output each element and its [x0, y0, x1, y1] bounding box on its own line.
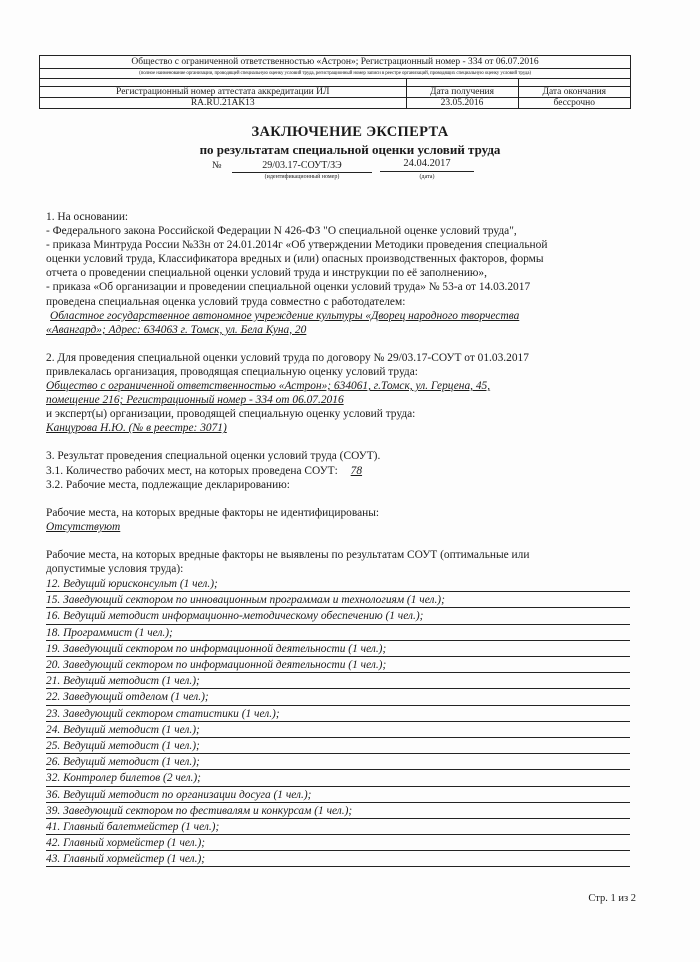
- date-caption: (дата): [419, 174, 435, 180]
- accreditation-table: [40, 79, 630, 108]
- list-item: 21. Ведущий методист (1 чел.);: [46, 673, 630, 689]
- declaration-label: 3.2. Рабочие места, подлежащие декларированию:: [46, 478, 290, 491]
- date-expiry-value: бессрочно: [553, 97, 595, 108]
- organization-name: Общество с ограниченной ответственностью «Астрон»; Регистрационный номер - 334 от 06.07.2016: [40, 56, 630, 69]
- list-item: 22. Заведующий отделом (1 чел.);: [46, 689, 630, 705]
- document-title: ЗАКЛЮЧЕНИЕ ЭКСПЕРТА: [251, 124, 449, 140]
- workplace-count-label: 3.1. Количество рабочих мест, на которых проведена СОУТ:: [46, 464, 338, 477]
- workplace-count: 78: [350, 464, 363, 477]
- list-item: 16. Ведущий методист информационно-методическому обеспечению (1 чел.);: [46, 608, 630, 624]
- accreditation-number-value: RA.RU.21AK13: [40, 97, 406, 108]
- list-item: 23. Заведующий сектором статистики (1 чел.);: [46, 706, 630, 722]
- list-item: 15. Заведующий сектором по инновационным программам и технологиям (1 чел.);: [46, 592, 630, 608]
- document-number: 29/03.17-СОУТ/ЗЭ: [232, 160, 372, 173]
- date-received-header: Дата получения: [406, 86, 518, 97]
- section1-line: - приказа Минтруда России №33н от 24.01.2014г «Об утверждении Методики проведения специальной: [46, 239, 548, 252]
- accreditation-number-header: Регистрационный номер аттестата аккредитации ИЛ: [40, 86, 406, 97]
- organization-note: (полное наименование организации, проводящей специальную оценку условий труда, регистрационный номер записи в реестре организаций, проводящих специальную оценку условий труда): [40, 69, 630, 79]
- contractor-registration: помещение 216; Регистрационный номер - 334 от 06.07.2016: [46, 394, 344, 407]
- section1-line: оценки условий труда, Классификатора вредных и (или) опасных производственных факторов, формы: [46, 253, 544, 266]
- not-identified-label: Рабочие места, на которых вредные факторы не идентифицированы:: [46, 506, 380, 519]
- section2-line: привлекалась организация, проводящая специальную оценку условий труда:: [46, 365, 418, 378]
- number-caption: (идентификационный номер): [264, 174, 340, 180]
- section1-heading: 1. На основании:: [46, 211, 129, 223]
- expert-name: Канцурова Н.Ю. (№ в реестре: 3071): [46, 422, 227, 435]
- list-item: 25. Ведущий методист (1 чел.);: [46, 738, 630, 754]
- section2-line: 2. Для проведения специальной оценки условий труда по договору № 29/03.17-СОУТ от 01.03.2017: [46, 351, 529, 364]
- document-body: [46, 210, 636, 867]
- list-item: 18. Программист (1 чел.);: [46, 625, 630, 641]
- list-item: 39. Заведующий сектором по фестивалям и конкурсам (1 чел.);: [46, 803, 630, 819]
- list-item: 42. Главный хормейстер (1 чел.);: [46, 835, 630, 851]
- date-received-value: 23.05.2016: [406, 97, 518, 108]
- document-date: 24.04.2017: [380, 158, 474, 172]
- list-item: 20. Заведующий сектором по информационной деятельности (1 чел.);: [46, 657, 630, 673]
- workplace-list: [46, 576, 636, 867]
- not-identified-value: Отсутствуют: [46, 520, 121, 533]
- list-item: 26. Ведущий методист (1 чел.);: [46, 754, 630, 770]
- section1-line: отчета о проведении специальной оценки условий труда и инструкции по её заполнению»,: [46, 267, 487, 280]
- contractor-org: Общество с ограниченной ответственностью «Астрон»; 634061, г.Томск, ул. Герцена, 45,: [46, 380, 491, 393]
- list-item: 43. Главный хормейстер (1 чел.);: [46, 851, 630, 867]
- employer-name: Областное государственное автономное учреждение культуры «Дворец народного творчества: [50, 309, 520, 322]
- date-expiry-header: Дата окончания: [518, 86, 630, 97]
- page-number: Стр. 1 из 2: [588, 893, 636, 904]
- not-found-label: допустимые условия труда):: [46, 562, 184, 575]
- list-item: 19. Заведующий сектором по информационной деятельности (1 чел.);: [46, 641, 630, 657]
- section1-line: проведена специальная оценка условий труда совместно с работодателем:: [46, 295, 406, 308]
- section1-line: - приказа «Об организации и проведении специальной оценки условий труда» № 53-а от 14.03.2017: [46, 281, 531, 294]
- list-item: 32. Контролер билетов (2 чел.);: [46, 770, 630, 786]
- header-table: [39, 55, 631, 109]
- employer-address: «Авангард»; Адрес: 634063 г. Томск, ул. Бела Куна, 20: [46, 323, 307, 336]
- number-sign: №: [212, 160, 222, 171]
- list-item: 24. Ведущий методист (1 чел.);: [46, 722, 630, 738]
- section1-line: - Федерального закона Российской Федерации N 426-ФЗ "О специальной оценке условий труда",: [46, 225, 517, 238]
- section3-heading: 3. Результат проведения специальной оценки условий труда (СОУТ).: [46, 450, 381, 463]
- not-found-label: Рабочие места, на которых вредные факторы не выявлены по результатам СОУТ (оптимальные или: [46, 548, 530, 561]
- section2-line: и эксперт(ы) организации, проводящей специальную оценку условий труда:: [46, 408, 416, 421]
- list-item: 36. Ведущий методист по организации досуга (1 чел.);: [46, 787, 630, 803]
- list-item: 41. Главный балетмейстер (1 чел.);: [46, 819, 630, 835]
- document-subtitle: по результатам специальной оценки условий труда: [199, 142, 501, 157]
- list-item: 12. Ведущий юрисконсульт (1 чел.);: [46, 576, 630, 592]
